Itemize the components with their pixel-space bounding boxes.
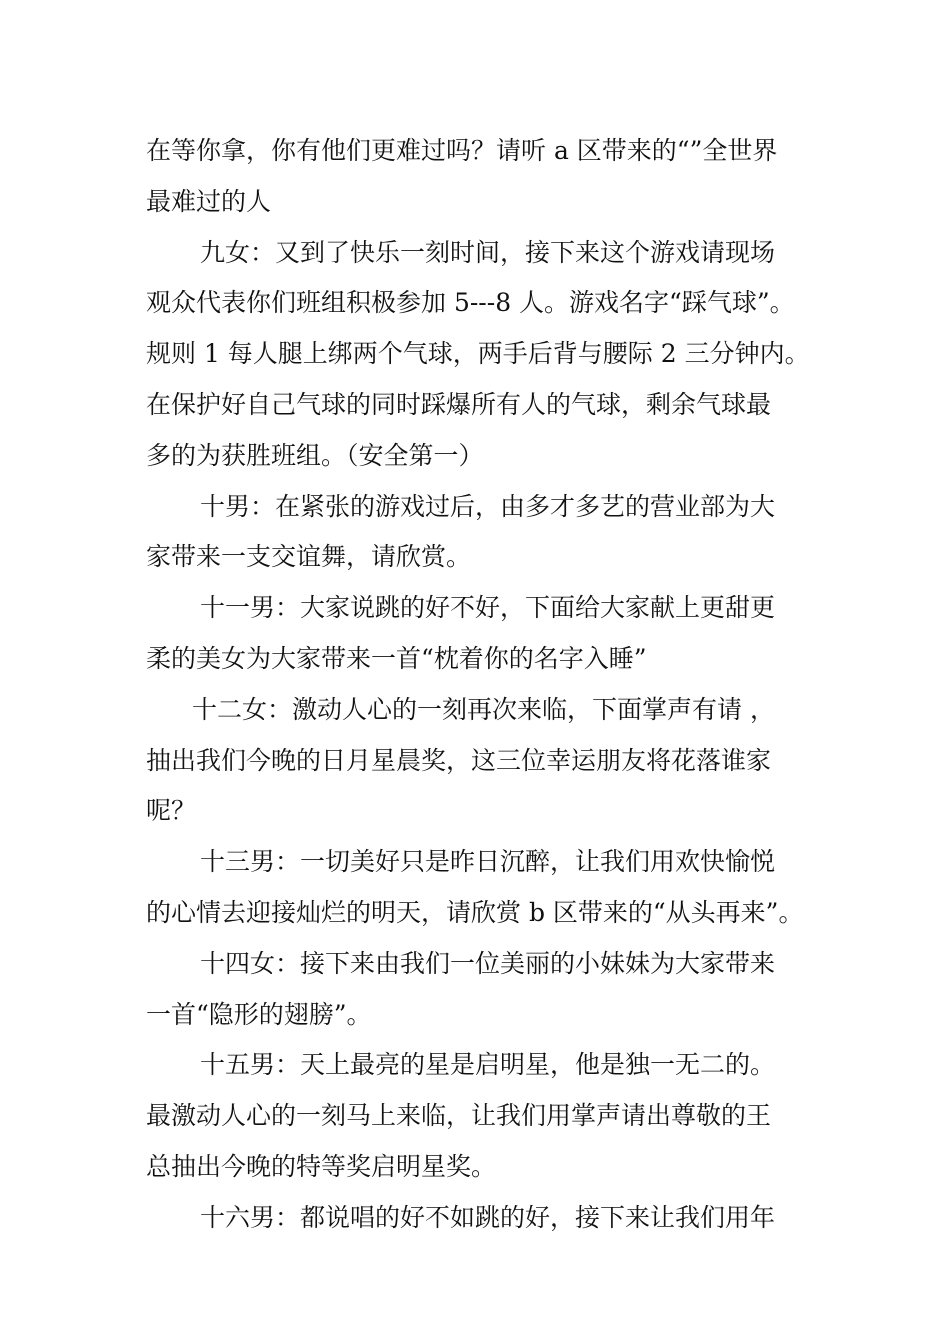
paragraph-2 xyxy=(146,228,818,482)
paragraph-8 xyxy=(146,1040,818,1192)
text-line: 规则 1 每人腿上绑两个气球，两手后背与腰际 2 三分钟内。 xyxy=(146,339,810,369)
text-line: 呢？ xyxy=(146,796,197,826)
text-line: 最激动人心的一刻马上来临，让我们用掌声请出尊敬的王 xyxy=(146,1101,772,1131)
text-line: 在保护好自己气球的同时踩爆所有人的气球，剩余气球最 xyxy=(146,389,772,419)
text-line: 十二女：激动人心的一刻再次来临，下面掌声有请 ， xyxy=(192,694,775,724)
paragraph-7 xyxy=(146,939,818,1041)
text-line: 十一男：大家说跳的好不好，下面给大家献上更甜更 xyxy=(200,593,776,623)
text-line: 一首“隐形的翅膀”。 xyxy=(146,999,372,1029)
paragraph-6 xyxy=(146,837,818,939)
paragraph-4 xyxy=(146,583,818,685)
text-line: 九女：又到了快乐一刻时间，接下来这个游戏请现场 xyxy=(200,237,776,267)
text-line: 十五男：天上最亮的星是启明星，他是独一无二的。 xyxy=(200,1050,776,1080)
text-line: 十三男：一切美好只是昨日沉醉，让我们用欢快愉悦 xyxy=(200,847,776,877)
text-line: 在等你拿，你有他们更难过吗？请听 a 区带来的“”全世界 xyxy=(146,136,778,165)
text-line: 总抽出今晚的特等奖启明星奖。 xyxy=(146,1151,497,1181)
paragraph-5 xyxy=(146,685,818,837)
text-line: 柔的美女为大家带来一首“枕着你的名字入睡” xyxy=(146,643,647,673)
paragraph-1 xyxy=(146,126,818,228)
text-line: 多的为获胜班组。（安全第一） xyxy=(146,440,484,470)
text-line: 十四女：接下来由我们一位美丽的小妹妹为大家带来 xyxy=(200,948,776,978)
text-line: 观众代表你们班组积极参加 5---8 人。游戏名字“踩气球”。 xyxy=(146,288,795,318)
text-line: 最难过的人 xyxy=(146,186,272,216)
paragraph-9 xyxy=(146,1193,818,1244)
text-line: 家带来一支交谊舞，请欣赏。 xyxy=(146,542,472,572)
text-line: 的心情去迎接灿烂的明天，请欣赏 b 区带来的“从头再来”。 xyxy=(146,897,804,927)
paragraph-3 xyxy=(146,482,818,584)
text-line: 十六男：都说唱的好不如跳的好，接下来让我们用年 xyxy=(200,1202,776,1232)
text-line: 十男：在紧张的游戏过后，由多才多艺的营业部为大 xyxy=(200,491,776,521)
text-line: 抽出我们今晚的日月星晨奖，这三位幸运朋友将花落谁家 xyxy=(146,745,772,775)
document-body xyxy=(146,126,818,1244)
